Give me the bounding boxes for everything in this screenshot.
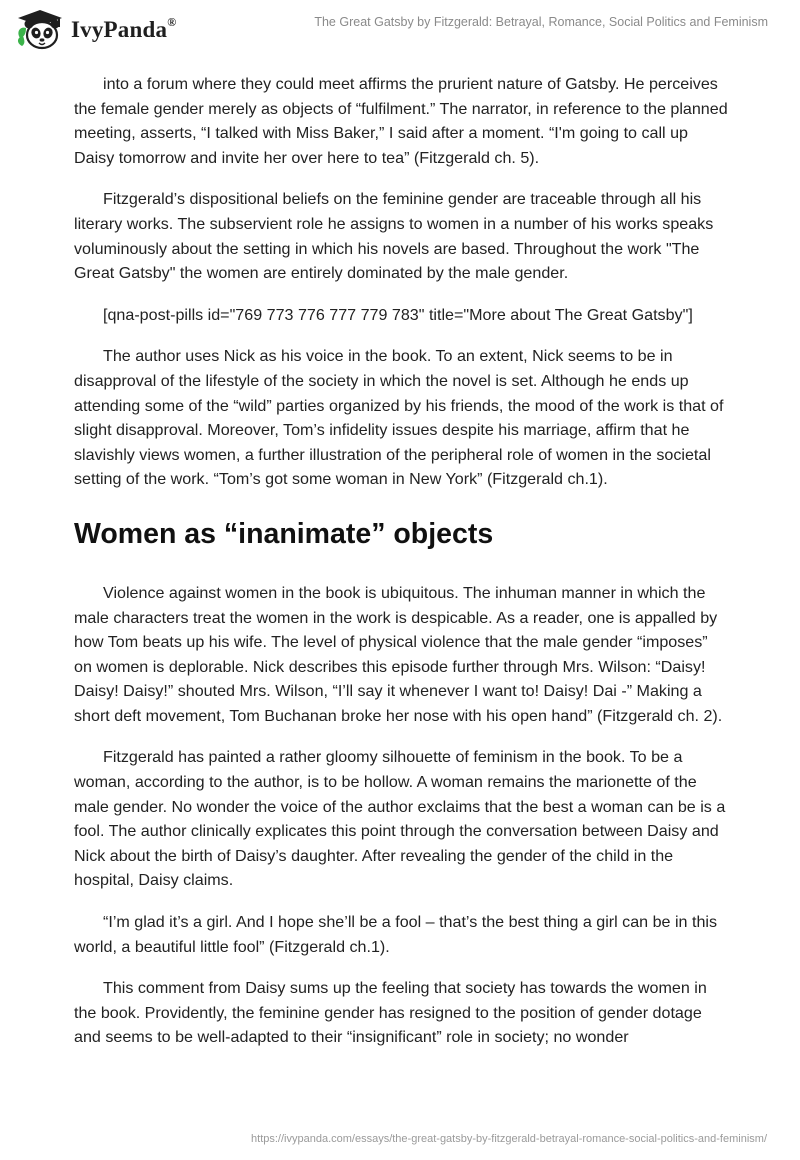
section-heading: Women as “inanimate” objects: [74, 517, 494, 550]
logo-wordmark: IvyPanda®: [71, 15, 177, 42]
paragraph: into a forum where they could meet affirms the prurient nature of Gatsby. He perceives the female gender merely as objects of “fulfilment.” The narrator, in reference to the planned meeting, asserts, “I talked with Miss Baker,” I said after a moment. “I'm going to call up Daisy tomorrow and invite her over here to tea” (Fitzgerald ch. 5).: [74, 75, 728, 167]
page-header: [0, 0, 800, 62]
ivypanda-logo[interactable]: [14, 8, 176, 52]
paragraph: Fitzgerald has painted a rather gloomy silhouette of feminism in the book. To be a woman, according to the author, is to be hollow. A woman remains the marionette of the male gender. No wonder the voice of the author exclaims that the best a woman can be is a fool. The author clinically explicates this point through the conversation between Daisy and Nick about the birth of Daisy’s daughter. After revealing the gender of the child in the hospital, Daisy claims.: [74, 748, 726, 890]
paragraph: This comment from Daisy sums up the feeling that society has towards the women in the book. Providently, the feminine gender has resigned to the position of gender dotage and seems to be well-adapted to their “insignificant” role in society; no wonder: [74, 979, 707, 1047]
paragraph: The author uses Nick as his voice in the book. To an extent, Nick seems to be in disapproval of the lifestyle of the society in which the novel is set. Although he ends up attending some of the “wild” parties organized by his friends, the mood of the work is that of slight disapproval. Moreover, Tom’s infidelity issues despite his marriage, affirm that he slavishly views women, a further illustration of the peripheral role of women in the societal setting of the work. “Tom’s got some woman in New York” (Fitzgerald ch.1).: [74, 347, 724, 489]
quote-paragraph: “I’m glad it’s a girl. And I hope she’ll be a fool – that’s the best thing a girl can be in this world, a beautiful little fool” (Fitzgerald ch.1).: [74, 913, 718, 956]
paragraph: Violence against women in the book is ubiquitous. The inhuman manner in which the male characters treat the women in the work is despicable. As a reader, one is appalled by how Tom beats up his wife. The level of physical violence that the male gender “imposes” on women is deplorable. Nick describes this episode further through Mrs. Wilson: “Daisy! Daisy! Daisy!” shouted Mrs. Wilson, “I’ll say it whenever I want to! Daisy! Dai -” Making a short deft movement, Tom Buchanan broke her nose with his open hand” (Fitzgerald ch. 2).: [74, 583, 723, 725]
paragraph: Fitzgerald’s dispositional beliefs on the feminine gender are traceable through all his literary works. The subservient role he assigns to women in a number of his works speaks voluminously about the setting in which his novels are based. Throughout the work "The Great Gatsby" the women are entirely dominated by the male gender.: [74, 190, 714, 283]
source-url[interactable]: https://ivypanda.com/essays/the-great-gatsby-by-fitzgerald-betrayal-romance-social-politics-and-feminism/: [251, 1133, 767, 1145]
shortcode-paragraph: [qna-post-pills id="769 773 776 777 779 783" title="More about The Great Gatsby"]: [103, 305, 693, 324]
document-title: The Great Gatsby by Fitzgerald: Betrayal, Romance, Social Politics and Feminism: [314, 15, 768, 29]
essay-body: [74, 72, 730, 1067]
panda-graduate-icon: [14, 8, 66, 52]
